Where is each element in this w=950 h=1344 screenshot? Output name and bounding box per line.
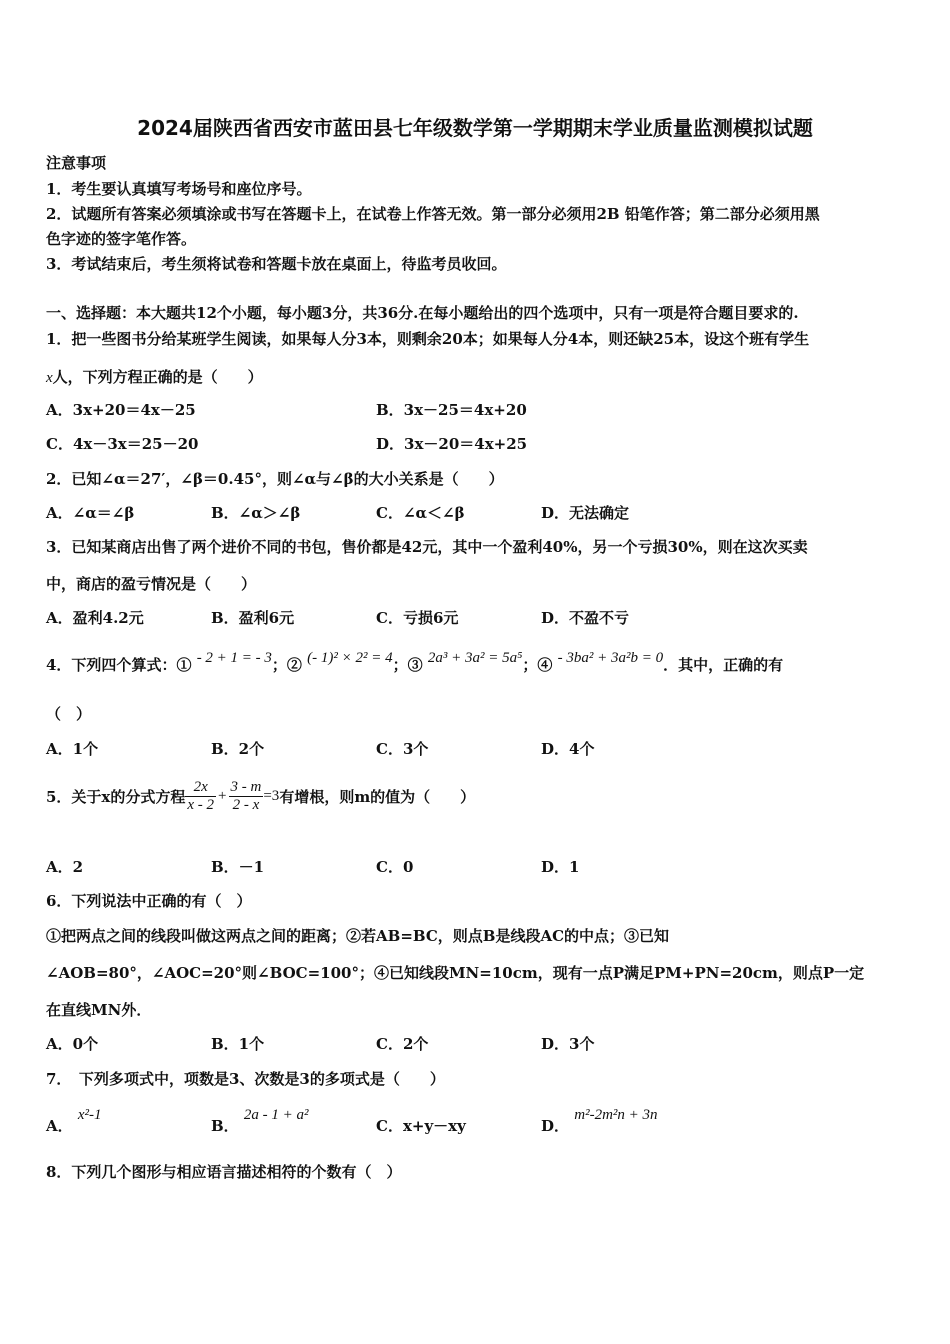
question-7-stem: 7． 下列多项式中，项数是3、次数是3的多项式是（ ） <box>46 1070 445 1088</box>
question-5-option-a[interactable]: A．2 <box>46 858 84 876</box>
formula-2: (- 1)² × 2² = 4 <box>307 650 393 666</box>
question-3-option-c[interactable]: C．亏损6元 <box>376 609 459 627</box>
question-2-option-a[interactable]: A．∠α＝∠β <box>46 504 135 522</box>
option-c-expression: x+y－xy <box>402 1117 466 1135</box>
formula-4: - 3ba² + 3a²b = 0 <box>557 650 664 666</box>
question-1-option-a[interactable]: A．3x+20＝4x－25 <box>46 401 196 419</box>
question-8-stem: 8．下列几个图形与相应语言描述相符的个数有（ ） <box>46 1163 402 1181</box>
fraction-1-denominator: x - 2 <box>187 796 215 813</box>
notice-item: 1．考生要认真填写考场号和座位序号。 <box>46 180 312 198</box>
question-4-suffix: ．其中，正确的有 <box>663 656 784 674</box>
question-6-statements: ①把两点之间的线段叫做这两点之间的距离；②若AB=BC，则点B是线段AC的中点；③已知 <box>46 927 670 945</box>
question-4-option-d[interactable]: D．4个 <box>541 740 595 758</box>
question-5-stem <box>46 770 475 822</box>
question-5-option-c[interactable]: C．0 <box>376 858 414 876</box>
fraction-1 <box>185 779 216 814</box>
notice-item: 3．考试结束后，考生须将试卷和答题卡放在桌面上，待监考员收回。 <box>46 255 507 273</box>
question-5-prefix: 5．关于x的分式方程 <box>46 787 186 806</box>
question-3-option-a[interactable]: A．盈利4.2元 <box>46 609 144 627</box>
question-6-statements-line2: ∠AOB=80°，∠AOC=20°则∠BOC=100°；④已知线段MN=10cm，现有一点P满足PM+PN=20cm，则点P一定 <box>46 964 865 982</box>
question-3-option-b[interactable]: B．盈利6元 <box>211 609 295 627</box>
question-1-stem-line2 <box>46 366 263 387</box>
question-5-option-b[interactable]: B．－1 <box>211 858 265 876</box>
variable-x: x <box>46 370 53 386</box>
question-6-option-c[interactable]: C．2个 <box>376 1035 429 1053</box>
question-3-stem-line2: 中，商店的盈亏情况是（ ） <box>46 575 257 593</box>
question-6-option-a[interactable]: A．0个 <box>46 1035 99 1053</box>
question-7-option-d[interactable] <box>541 1107 658 1136</box>
question-7-option-c[interactable] <box>376 1115 466 1136</box>
question-2-option-c[interactable]: C．∠α＜∠β <box>376 504 465 522</box>
question-7-option-a[interactable] <box>46 1107 102 1136</box>
question-5-option-d[interactable]: D．1 <box>541 858 580 876</box>
option-a-expression: x²-1 <box>77 1107 102 1123</box>
question-1-option-b[interactable]: B．3x－25＝4x+20 <box>376 401 527 419</box>
equals-three: =3 <box>263 787 280 804</box>
question-3-stem: 3．已知某商店出售了两个进价不同的书包，售价都是42元，其中一个盈利40%，另一个亏损30%，则在这次买卖 <box>46 538 808 556</box>
option-label: D． <box>541 1117 570 1135</box>
question-4-option-a[interactable]: A．1个 <box>46 740 99 758</box>
question-4-prefix: 4．下列四个算式：① <box>46 656 192 674</box>
question-1-option-d[interactable]: D．3x－20＝4x+25 <box>376 435 528 453</box>
fraction-2-denominator: 2 - x <box>232 796 260 813</box>
question-6-option-b[interactable]: B．1个 <box>211 1035 265 1053</box>
formula-1: - 2 + 1 = - 3 <box>196 650 272 666</box>
notice-item: 2．试题所有答案必须填涂或书写在答题卡上，在试卷上作答无效。第一部分必须用2B 铅笔作答；第二部分必须用黑 <box>46 205 820 223</box>
question-6-stem: 6．下列说法中正确的有（ ） <box>46 892 252 910</box>
separator: ；④ <box>522 656 553 674</box>
fraction-1-numerator: 2x <box>185 779 216 797</box>
separator: ；③ <box>392 656 423 674</box>
question-1-stem: 1．把一些图书分给某班学生阅读，如果每人分3本，则剩余20本；如果每人分4本，则还缺25本，设这个班有学生 <box>46 330 810 348</box>
question-4-option-b[interactable]: B．2个 <box>211 740 265 758</box>
option-label: B． <box>211 1117 239 1135</box>
fraction-2-numerator: 3 - m <box>230 778 262 795</box>
question-2-stem: 2．已知∠α＝27′，∠β＝0.45°，则∠α与∠β的大小关系是（ ） <box>46 470 504 488</box>
page-title: 2024届陕西省西安市蓝田县七年级数学第一学期期末学业质量监测模拟试题 <box>137 116 813 140</box>
fraction-2 <box>229 779 264 814</box>
plus-sign: + <box>218 787 227 804</box>
question-7-option-b[interactable] <box>211 1107 309 1136</box>
question-1-stem-text: 人，下列方程正确的是（ ） <box>52 368 263 386</box>
question-6-option-d[interactable]: D．3个 <box>541 1035 595 1053</box>
question-6-statements-line3: 在直线MN外． <box>46 1001 152 1019</box>
option-d-expression: m²-2m²n + 3n <box>574 1107 658 1123</box>
section-heading: 一、选择题：本大题共12个小题，每小题3分，共36分.在每小题给出的四个选项中，只有一项是符合题目要求的. <box>46 304 799 322</box>
question-4-answer-bracket: （ ） <box>46 705 92 723</box>
option-label: A． <box>46 1117 73 1135</box>
option-b-expression: 2a - 1 + a² <box>243 1107 309 1123</box>
question-4-option-c[interactable]: C．3个 <box>376 740 429 758</box>
question-3-option-d[interactable]: D．不盈不亏 <box>541 609 630 627</box>
question-2-option-b[interactable]: B．∠α＞∠β <box>211 504 301 522</box>
question-5-suffix: 有增根，则m的值为（ ） <box>279 787 476 806</box>
option-label: C． <box>376 1117 403 1135</box>
separator: ；② <box>271 656 302 674</box>
formula-3: 2a³ + 3a² = 5a⁵ <box>427 650 523 666</box>
notice-heading: 注意事项 <box>46 154 107 172</box>
notice-item: 色字迹的签字笔作答。 <box>46 230 197 248</box>
question-4-stem <box>46 650 784 675</box>
question-1-option-c[interactable]: C．4x－3x＝25－20 <box>46 435 199 453</box>
question-2-option-d[interactable]: D．无法确定 <box>541 504 630 522</box>
